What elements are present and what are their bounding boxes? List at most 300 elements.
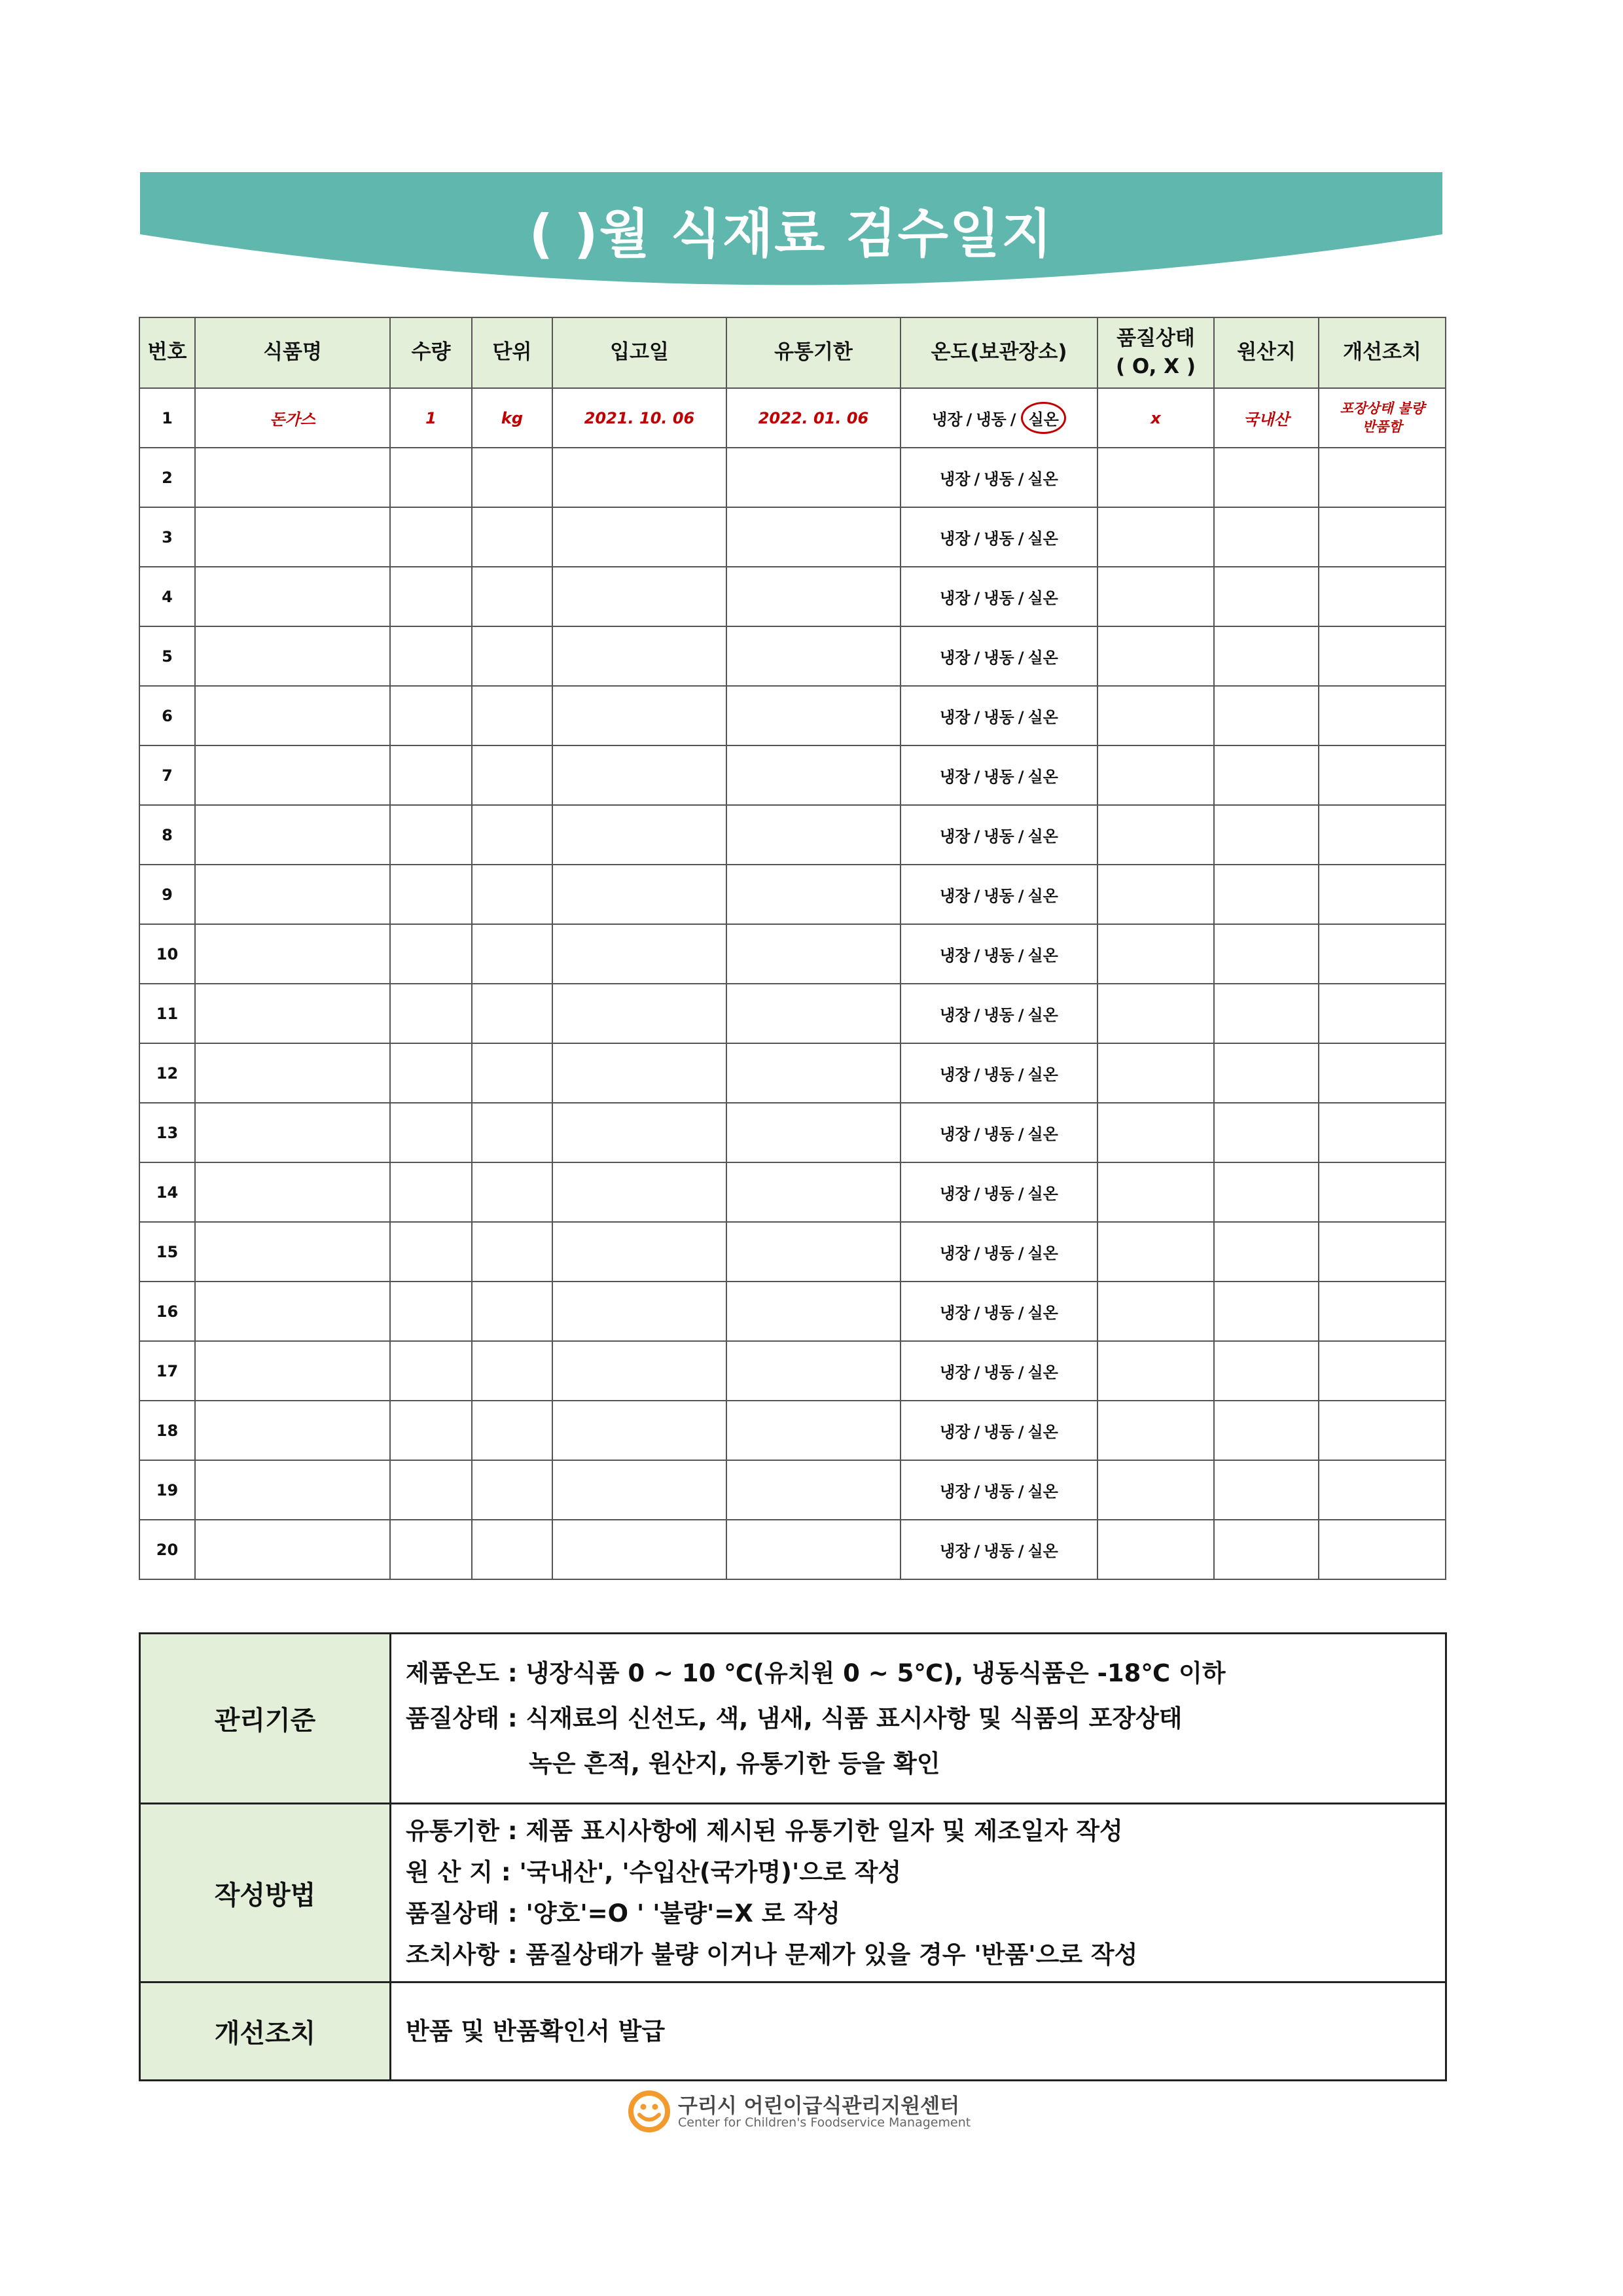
storage-cell[interactable]: 냉장 / 냉동 / 실온 bbox=[901, 1341, 1097, 1401]
storage-option-freezer[interactable]: 냉동 bbox=[984, 1066, 1014, 1084]
qty-cell[interactable] bbox=[390, 984, 472, 1043]
quality-cell[interactable] bbox=[1097, 1520, 1214, 1579]
storage-option-freezer[interactable]: 냉동 bbox=[984, 827, 1014, 846]
storage-option-freezer[interactable]: 냉동 bbox=[984, 1482, 1014, 1501]
storage-option-freezer[interactable]: 냉동 bbox=[984, 1006, 1014, 1024]
management-line: 품질상태 : 식재료의 신선도, 색, 냄새, 식품 표시사항 및 식품의 포장상태 bbox=[406, 1704, 1183, 1732]
table-row bbox=[139, 1520, 1446, 1579]
date-in-cell[interactable] bbox=[552, 1103, 726, 1162]
table-row bbox=[139, 1401, 1446, 1460]
unit-cell[interactable] bbox=[472, 1103, 552, 1162]
storage-option-fridge[interactable]: 냉장 bbox=[940, 1423, 971, 1441]
date-in-cell[interactable] bbox=[552, 1222, 726, 1282]
unit-cell[interactable] bbox=[472, 1520, 552, 1579]
improvement-content bbox=[391, 1982, 1446, 2081]
storage-option-room[interactable]: 실온 bbox=[1027, 1482, 1058, 1501]
expiry-cell[interactable] bbox=[726, 567, 901, 626]
qty-cell[interactable] bbox=[390, 1460, 472, 1520]
storage-option-room[interactable]: 실온 bbox=[1027, 1125, 1058, 1143]
action-cell[interactable] bbox=[1319, 924, 1446, 984]
date-in-cell[interactable] bbox=[552, 626, 726, 686]
qty-cell[interactable] bbox=[390, 1520, 472, 1579]
storage-cell[interactable]: 냉장 / 냉동 / 실온 bbox=[901, 507, 1097, 567]
storage-cell[interactable]: 냉장 / 냉동 / 실온 bbox=[901, 805, 1097, 865]
management-line: 녹은 흔적, 원산지, 유통기한 등을 확인 bbox=[529, 1749, 940, 1778]
food-cell[interactable] bbox=[195, 1282, 390, 1341]
qty-cell[interactable]: 1 bbox=[390, 388, 472, 448]
action-cell[interactable] bbox=[1319, 1282, 1446, 1341]
storage-cell[interactable]: 냉장 / 냉동 / 실온 bbox=[901, 924, 1097, 984]
unit-cell[interactable] bbox=[472, 984, 552, 1043]
table-row bbox=[139, 1282, 1446, 1341]
header-quality-line2: ( O, X ) bbox=[1115, 355, 1196, 378]
storage-option-room-selected[interactable]: 실온 bbox=[1021, 402, 1065, 434]
storage-option-freezer[interactable]: 냉동 bbox=[984, 1185, 1014, 1203]
table-row bbox=[139, 1222, 1446, 1282]
action-cell[interactable] bbox=[1319, 686, 1446, 745]
storage-option-fridge[interactable]: 냉장 bbox=[940, 1185, 971, 1203]
unit-cell[interactable] bbox=[472, 865, 552, 924]
qty-cell[interactable] bbox=[390, 448, 472, 507]
quality-cell[interactable] bbox=[1097, 1222, 1214, 1282]
storage-option-freezer[interactable]: 냉동 bbox=[984, 470, 1014, 488]
expiry-cell[interactable] bbox=[726, 924, 901, 984]
storage-option-freezer[interactable]: 냉동 bbox=[984, 1304, 1014, 1322]
action-cell[interactable] bbox=[1319, 1520, 1446, 1579]
storage-option-fridge[interactable]: 냉장 bbox=[940, 1244, 971, 1263]
food-cell[interactable] bbox=[195, 1103, 390, 1162]
quality-cell[interactable] bbox=[1097, 1103, 1214, 1162]
quality-cell[interactable] bbox=[1097, 984, 1214, 1043]
storage-option-fridge[interactable]: 냉장 bbox=[940, 1066, 971, 1084]
origin-cell[interactable] bbox=[1214, 1222, 1319, 1282]
header-qty: 수량 bbox=[390, 317, 472, 388]
quality-cell[interactable] bbox=[1097, 805, 1214, 865]
unit-cell[interactable] bbox=[472, 507, 552, 567]
header-temp: 온도(보관장소) bbox=[901, 317, 1097, 388]
qty-cell[interactable] bbox=[390, 626, 472, 686]
storage-cell[interactable]: 냉장 / 냉동 / 실온 bbox=[901, 984, 1097, 1043]
row-number: 19 bbox=[139, 1460, 195, 1520]
expiry-cell[interactable] bbox=[726, 1520, 901, 1579]
quality-cell[interactable] bbox=[1097, 626, 1214, 686]
quality-cell[interactable] bbox=[1097, 507, 1214, 567]
table-row bbox=[139, 924, 1446, 984]
storage-option-fridge[interactable]: 냉장 bbox=[940, 1006, 971, 1024]
food-cell[interactable] bbox=[195, 1043, 390, 1103]
food-cell[interactable] bbox=[195, 1460, 390, 1520]
quality-cell[interactable] bbox=[1097, 567, 1214, 626]
food-cell[interactable] bbox=[195, 1341, 390, 1401]
storage-option-freezer[interactable]: 냉동 bbox=[984, 1244, 1014, 1263]
food-cell[interactable] bbox=[195, 865, 390, 924]
origin-cell[interactable] bbox=[1214, 567, 1319, 626]
storage-option-fridge[interactable]: 냉장 bbox=[940, 470, 971, 488]
storage-option-fridge[interactable]: 냉장 bbox=[940, 529, 971, 548]
row-number: 13 bbox=[139, 1103, 195, 1162]
header-quality bbox=[1097, 317, 1214, 388]
storage-option-room[interactable]: 실온 bbox=[1027, 1185, 1058, 1203]
expiry-cell[interactable] bbox=[726, 1460, 901, 1520]
qty-cell[interactable] bbox=[390, 745, 472, 805]
action-cell[interactable] bbox=[1319, 448, 1446, 507]
action-cell[interactable] bbox=[1319, 1401, 1446, 1460]
storage-cell[interactable]: 냉장 / 냉동 / 실온 bbox=[901, 1520, 1097, 1579]
unit-cell[interactable] bbox=[472, 745, 552, 805]
storage-option-freezer[interactable]: 냉동 bbox=[976, 410, 1007, 429]
origin-cell[interactable] bbox=[1214, 1341, 1319, 1401]
action-cell[interactable] bbox=[1319, 805, 1446, 865]
table-row bbox=[139, 507, 1446, 567]
storage-option-room[interactable]: 실온 bbox=[1027, 1363, 1058, 1382]
food-cell[interactable]: 돈가스 bbox=[195, 388, 390, 448]
unit-cell[interactable] bbox=[472, 686, 552, 745]
table-row bbox=[139, 805, 1446, 865]
unit-cell[interactable] bbox=[472, 626, 552, 686]
example-row bbox=[139, 388, 1446, 448]
storage-option-room[interactable]: 실온 bbox=[1027, 1006, 1058, 1024]
action-cell[interactable] bbox=[1319, 1043, 1446, 1103]
expiry-cell[interactable] bbox=[726, 507, 901, 567]
food-cell[interactable] bbox=[195, 626, 390, 686]
qty-cell[interactable] bbox=[390, 924, 472, 984]
storage-cell[interactable]: 냉장 / 냉동 / 실온 bbox=[901, 448, 1097, 507]
unit-cell[interactable] bbox=[472, 1043, 552, 1103]
qty-cell[interactable] bbox=[390, 805, 472, 865]
date-in-cell[interactable] bbox=[552, 1401, 726, 1460]
storage-option-fridge[interactable]: 냉장 bbox=[932, 410, 963, 429]
action-line2: 반품함 bbox=[1362, 418, 1402, 435]
storage-option-fridge[interactable]: 냉장 bbox=[940, 887, 971, 905]
storage-option-room[interactable]: 실온 bbox=[1027, 887, 1058, 905]
row-number: 16 bbox=[139, 1282, 195, 1341]
qty-cell[interactable] bbox=[390, 1401, 472, 1460]
storage-option-freezer[interactable]: 냉동 bbox=[984, 887, 1014, 905]
method-line: 품질상태 : '양호'=O ' '불량'=X 로 작성 bbox=[406, 1899, 840, 1928]
improvement-line: 반품 및 반품확인서 발급 bbox=[406, 2017, 666, 2045]
storage-cell[interactable]: 냉장 / 냉동 / 실온 bbox=[901, 1043, 1097, 1103]
food-cell[interactable] bbox=[195, 1222, 390, 1282]
org-name-english: Center for Children's Foodservice Management bbox=[678, 2115, 971, 2130]
storage-option-freezer[interactable]: 냉동 bbox=[984, 589, 1014, 607]
expiry-cell[interactable] bbox=[726, 1222, 901, 1282]
unit-cell[interactable] bbox=[472, 1341, 552, 1401]
action-cell[interactable] bbox=[1319, 567, 1446, 626]
origin-cell[interactable] bbox=[1214, 1162, 1319, 1222]
storage-option-fridge[interactable]: 냉장 bbox=[940, 1125, 971, 1143]
header-no: 번호 bbox=[139, 317, 195, 388]
header-quality-line1: 품질상태 bbox=[1116, 326, 1195, 350]
unit-cell[interactable] bbox=[472, 805, 552, 865]
qty-cell[interactable] bbox=[390, 1043, 472, 1103]
food-cell[interactable] bbox=[195, 745, 390, 805]
improvement-row bbox=[140, 1982, 1446, 2081]
header-expiry: 유통기한 bbox=[726, 317, 901, 388]
food-cell[interactable] bbox=[195, 448, 390, 507]
storage-cell[interactable]: 냉장 / 냉동 / 실온 bbox=[901, 1282, 1097, 1341]
date-in-cell[interactable] bbox=[552, 865, 726, 924]
storage-option-room[interactable]: 실온 bbox=[1027, 470, 1058, 488]
expiry-cell[interactable] bbox=[726, 1282, 901, 1341]
action-cell[interactable] bbox=[1319, 388, 1446, 448]
qty-cell[interactable] bbox=[390, 567, 472, 626]
storage-option-room[interactable]: 실온 bbox=[1027, 1066, 1058, 1084]
date-in-cell[interactable] bbox=[552, 745, 726, 805]
table-row bbox=[139, 1162, 1446, 1222]
storage-option-freezer[interactable]: 냉동 bbox=[984, 1423, 1014, 1441]
page-title: ( )월 식재료 검수일지 bbox=[529, 204, 1054, 264]
origin-cell[interactable] bbox=[1214, 805, 1319, 865]
unit-cell[interactable] bbox=[472, 448, 552, 507]
storage-cell[interactable]: 냉장 / 냉동 / 실온 bbox=[901, 1222, 1097, 1282]
storage-option-freezer[interactable]: 냉동 bbox=[984, 1363, 1014, 1382]
storage-option-fridge[interactable]: 냉장 bbox=[940, 649, 971, 667]
storage-option-freezer[interactable]: 냉동 bbox=[984, 708, 1014, 726]
expiry-cell[interactable] bbox=[726, 745, 901, 805]
food-cell[interactable] bbox=[195, 1520, 390, 1579]
qty-cell[interactable] bbox=[390, 1103, 472, 1162]
writing-method-row bbox=[140, 1804, 1446, 1982]
action-cell[interactable] bbox=[1319, 1222, 1446, 1282]
expiry-cell[interactable] bbox=[726, 686, 901, 745]
storage-option-room[interactable]: 실온 bbox=[1027, 1304, 1058, 1322]
storage-cell[interactable]: 냉장 / 냉동 / 실온 bbox=[901, 1103, 1097, 1162]
storage-option-freezer[interactable]: 냉동 bbox=[984, 649, 1014, 667]
storage-cell[interactable]: 냉장 / 냉동 / 실온 bbox=[901, 865, 1097, 924]
table-row bbox=[139, 567, 1446, 626]
date-in-cell[interactable] bbox=[552, 686, 726, 745]
date-in-cell[interactable] bbox=[552, 1341, 726, 1401]
method-content bbox=[391, 1804, 1446, 1982]
origin-cell[interactable] bbox=[1214, 1282, 1319, 1341]
action-cell[interactable] bbox=[1319, 1341, 1446, 1401]
expiry-cell[interactable] bbox=[726, 865, 901, 924]
quality-cell[interactable] bbox=[1097, 1341, 1214, 1401]
storage-option-room[interactable]: 실온 bbox=[1027, 1423, 1058, 1441]
origin-cell[interactable] bbox=[1214, 924, 1319, 984]
expiry-cell[interactable] bbox=[726, 1162, 901, 1222]
qty-cell[interactable] bbox=[390, 1341, 472, 1401]
expiry-cell[interactable] bbox=[726, 1103, 901, 1162]
quality-cell[interactable] bbox=[1097, 745, 1214, 805]
qty-cell[interactable] bbox=[390, 1162, 472, 1222]
management-line: 제품온도 : 냉장식품 0 ~ 10 ℃(유치원 0 ~ 5℃), 냉동식품은 -18℃ 이하 bbox=[406, 1659, 1226, 1687]
quality-cell[interactable] bbox=[1097, 1401, 1214, 1460]
expiry-cell[interactable] bbox=[726, 984, 901, 1043]
origin-cell[interactable] bbox=[1214, 507, 1319, 567]
method-line: 원 산 지 : '국내산', '수입산(국가명)'으로 작성 bbox=[406, 1858, 902, 1886]
origin-cell[interactable] bbox=[1214, 984, 1319, 1043]
method-label: 작성방법 bbox=[140, 1804, 391, 1982]
storage-option-fridge[interactable]: 냉장 bbox=[940, 768, 971, 786]
date-in-cell[interactable] bbox=[552, 1460, 726, 1520]
action-cell[interactable] bbox=[1319, 1162, 1446, 1222]
method-line: 조치사항 : 품질상태가 불량 이거나 문제가 있을 경우 '반품'으로 작성 bbox=[406, 1941, 1138, 1969]
table-row bbox=[139, 984, 1446, 1043]
table-row bbox=[139, 1043, 1446, 1103]
origin-cell[interactable] bbox=[1214, 626, 1319, 686]
storage-cell[interactable]: 냉장 / 냉동 / 실온 bbox=[901, 567, 1097, 626]
origin-cell[interactable]: 국내산 bbox=[1214, 388, 1319, 448]
storage-cell[interactable]: 냉장 / 냉동 / 실온 bbox=[901, 626, 1097, 686]
action-cell[interactable] bbox=[1319, 1460, 1446, 1520]
food-cell[interactable] bbox=[195, 924, 390, 984]
date-in-cell[interactable] bbox=[552, 924, 726, 984]
row-number: 2 bbox=[139, 448, 195, 507]
expiry-cell[interactable] bbox=[726, 626, 901, 686]
storage-option-fridge[interactable]: 냉장 bbox=[940, 1304, 971, 1322]
quality-cell[interactable] bbox=[1097, 686, 1214, 745]
origin-cell[interactable] bbox=[1214, 1460, 1319, 1520]
date-in-cell[interactable] bbox=[552, 1043, 726, 1103]
unit-cell[interactable] bbox=[472, 924, 552, 984]
storage-option-room[interactable]: 실온 bbox=[1027, 946, 1058, 965]
unit-cell[interactable] bbox=[472, 567, 552, 626]
storage-option-fridge[interactable]: 냉장 bbox=[940, 946, 971, 965]
quality-cell[interactable] bbox=[1097, 865, 1214, 924]
qty-cell[interactable] bbox=[390, 1282, 472, 1341]
storage-option-fridge[interactable]: 냉장 bbox=[940, 827, 971, 846]
row-number: 1 bbox=[139, 388, 195, 448]
origin-cell[interactable] bbox=[1214, 1103, 1319, 1162]
quality-cell[interactable] bbox=[1097, 1043, 1214, 1103]
date-in-cell[interactable] bbox=[552, 1282, 726, 1341]
origin-cell[interactable] bbox=[1214, 1401, 1319, 1460]
qty-cell[interactable] bbox=[390, 507, 472, 567]
header-date-in: 입고일 bbox=[552, 317, 726, 388]
storage-option-room[interactable]: 실온 bbox=[1027, 827, 1058, 846]
origin-cell[interactable] bbox=[1214, 1043, 1319, 1103]
origin-cell[interactable] bbox=[1214, 686, 1319, 745]
storage-option-freezer[interactable]: 냉동 bbox=[984, 1542, 1014, 1560]
storage-option-freezer[interactable]: 냉동 bbox=[984, 1125, 1014, 1143]
quality-cell[interactable]: x bbox=[1097, 388, 1214, 448]
unit-cell[interactable] bbox=[472, 1222, 552, 1282]
food-cell[interactable] bbox=[195, 1401, 390, 1460]
action-cell[interactable] bbox=[1319, 507, 1446, 567]
unit-cell[interactable] bbox=[472, 1162, 552, 1222]
management-content bbox=[391, 1634, 1446, 1804]
quality-cell[interactable] bbox=[1097, 924, 1214, 984]
storage-option-fridge[interactable]: 냉장 bbox=[940, 1542, 971, 1560]
table-row bbox=[139, 745, 1446, 805]
expiry-cell[interactable]: 2022. 01. 06 bbox=[726, 388, 901, 448]
date-in-cell[interactable]: 2021. 10. 06 bbox=[552, 388, 726, 448]
expiry-cell[interactable] bbox=[726, 1401, 901, 1460]
storage-cell[interactable]: 냉장 / 냉동 / 실온 bbox=[901, 686, 1097, 745]
table-row bbox=[139, 448, 1446, 507]
storage-option-fridge[interactable]: 냉장 bbox=[940, 1482, 971, 1501]
table-row bbox=[139, 865, 1446, 924]
date-in-cell[interactable] bbox=[552, 567, 726, 626]
unit-cell[interactable] bbox=[472, 1282, 552, 1341]
food-cell[interactable] bbox=[195, 1162, 390, 1222]
row-number: 9 bbox=[139, 865, 195, 924]
row-number: 12 bbox=[139, 1043, 195, 1103]
row-number: 4 bbox=[139, 567, 195, 626]
food-cell[interactable] bbox=[195, 805, 390, 865]
date-in-cell[interactable] bbox=[552, 805, 726, 865]
date-in-cell[interactable] bbox=[552, 507, 726, 567]
food-cell[interactable] bbox=[195, 567, 390, 626]
origin-cell[interactable] bbox=[1214, 865, 1319, 924]
storage-option-room[interactable]: 실온 bbox=[1027, 589, 1058, 607]
table-header-row bbox=[139, 317, 1446, 388]
quality-cell[interactable] bbox=[1097, 1162, 1214, 1222]
origin-cell[interactable] bbox=[1214, 448, 1319, 507]
action-cell[interactable] bbox=[1319, 1103, 1446, 1162]
storage-option-room[interactable]: 실온 bbox=[1027, 529, 1058, 548]
table-row bbox=[139, 1460, 1446, 1520]
row-number: 10 bbox=[139, 924, 195, 984]
storage-option-room[interactable]: 실온 bbox=[1027, 708, 1058, 726]
food-cell[interactable] bbox=[195, 686, 390, 745]
inspection-table bbox=[139, 317, 1446, 1580]
action-line1: 포장상태 불량 bbox=[1340, 401, 1425, 417]
storage-cell[interactable]: 냉장 / 냉동 / 실온 bbox=[901, 1162, 1097, 1222]
storage-option-room[interactable]: 실온 bbox=[1027, 1244, 1058, 1263]
header-food: 식품명 bbox=[195, 317, 390, 388]
qty-cell[interactable] bbox=[390, 865, 472, 924]
quality-cell[interactable] bbox=[1097, 448, 1214, 507]
unit-cell[interactable]: kg bbox=[472, 388, 552, 448]
storage-cell[interactable]: 냉장 / 냉동 / 실온 bbox=[901, 1460, 1097, 1520]
row-number: 5 bbox=[139, 626, 195, 686]
expiry-cell[interactable] bbox=[726, 805, 901, 865]
method-line: 유통기한 : 제품 표시사항에 제시된 유통기한 일자 및 제조일자 작성 bbox=[406, 1817, 1123, 1845]
expiry-cell[interactable] bbox=[726, 448, 901, 507]
storage-option-fridge[interactable]: 냉장 bbox=[940, 1363, 971, 1382]
date-in-cell[interactable] bbox=[552, 1520, 726, 1579]
action-cell[interactable] bbox=[1319, 745, 1446, 805]
storage-option-room[interactable]: 실온 bbox=[1027, 1542, 1058, 1560]
expiry-cell[interactable] bbox=[726, 1341, 901, 1401]
date-in-cell[interactable] bbox=[552, 984, 726, 1043]
storage-option-room[interactable]: 실온 bbox=[1027, 649, 1058, 667]
origin-cell[interactable] bbox=[1214, 1520, 1319, 1579]
storage-option-fridge[interactable]: 냉장 bbox=[940, 589, 971, 607]
storage-option-freezer[interactable]: 냉동 bbox=[984, 768, 1014, 786]
action-cell[interactable] bbox=[1319, 984, 1446, 1043]
storage-cell[interactable]: 냉장 / 냉동 / 실온 bbox=[901, 745, 1097, 805]
storage-option-fridge[interactable]: 냉장 bbox=[940, 708, 971, 726]
storage-cell[interactable]: 냉장 / 냉동 / 실온 bbox=[901, 388, 1097, 448]
row-number: 3 bbox=[139, 507, 195, 567]
table-row bbox=[139, 1103, 1446, 1162]
storage-option-freezer[interactable]: 냉동 bbox=[984, 946, 1014, 965]
origin-cell[interactable] bbox=[1214, 745, 1319, 805]
qty-cell[interactable] bbox=[390, 686, 472, 745]
header-action: 개선조치 bbox=[1319, 317, 1446, 388]
date-in-cell[interactable] bbox=[552, 448, 726, 507]
storage-option-room[interactable]: 실온 bbox=[1027, 768, 1058, 786]
action-cell[interactable] bbox=[1319, 865, 1446, 924]
title-banner bbox=[140, 172, 1442, 296]
action-cell[interactable] bbox=[1319, 626, 1446, 686]
qty-cell[interactable] bbox=[390, 1222, 472, 1282]
row-number: 8 bbox=[139, 805, 195, 865]
food-cell[interactable] bbox=[195, 984, 390, 1043]
unit-cell[interactable] bbox=[472, 1460, 552, 1520]
food-cell[interactable] bbox=[195, 507, 390, 567]
quality-cell[interactable] bbox=[1097, 1460, 1214, 1520]
date-in-cell[interactable] bbox=[552, 1162, 726, 1222]
unit-cell[interactable] bbox=[472, 1401, 552, 1460]
expiry-cell[interactable] bbox=[726, 1043, 901, 1103]
storage-option-freezer[interactable]: 냉동 bbox=[984, 529, 1014, 548]
quality-cell[interactable] bbox=[1097, 1282, 1214, 1341]
storage-cell[interactable]: 냉장 / 냉동 / 실온 bbox=[901, 1401, 1097, 1460]
